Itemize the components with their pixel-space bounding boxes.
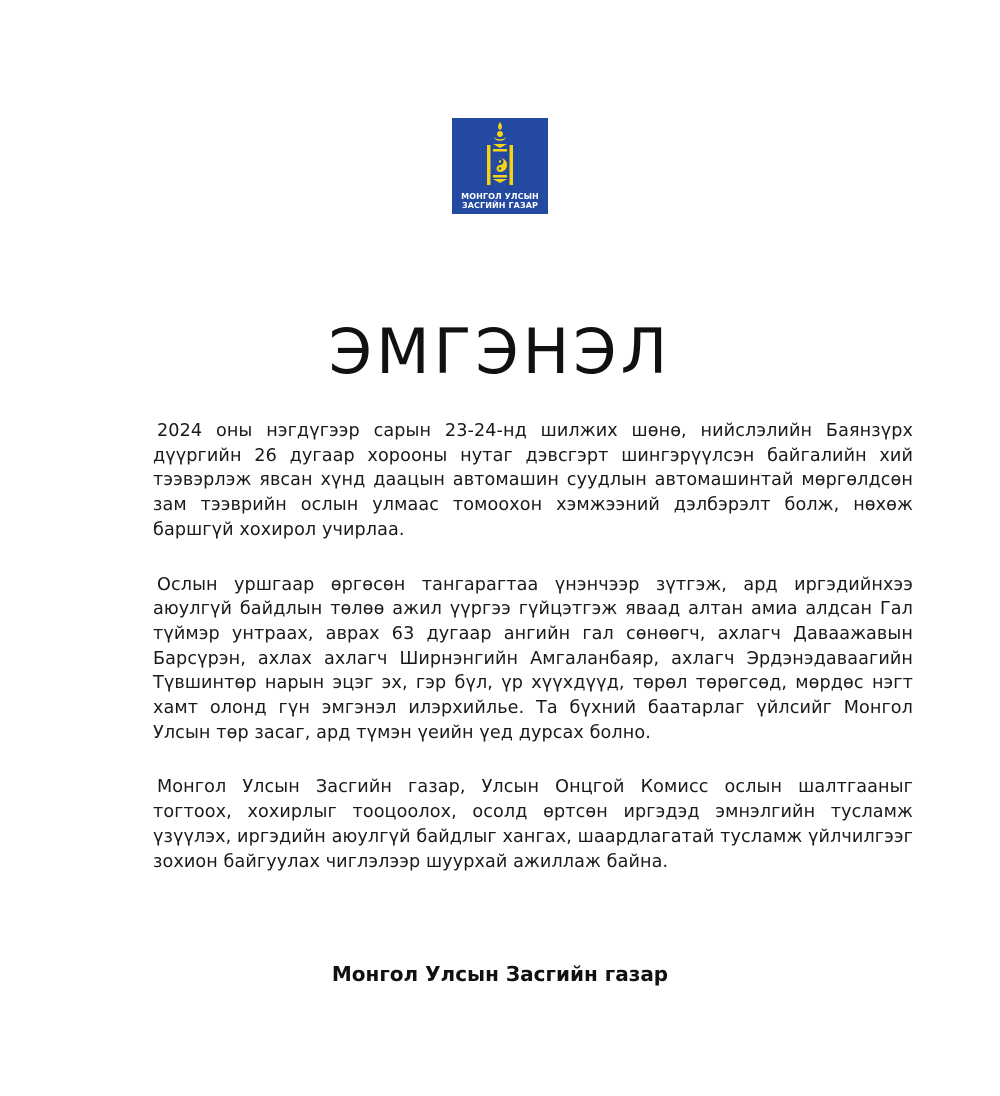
logo-line-1: МОНГОЛ УЛСЫН	[461, 192, 539, 201]
page-title: ЭМГЭНЭЛ	[328, 315, 672, 388]
condolence-body	[153, 419, 913, 904]
paragraph-2: Ослын уршгаар өргөсөн тангарагтаа үнэнчээр зүтгэж, ард иргэдийнхээ аюулгүй байдлын төлөө ажил үүргээ гүйцэтгэж яваад алтан амиа алдсан Гал түймэр унтраах, аврах 63 дугаар ангийн гал сөнөөгч, ахлагч Даваажавын Барсүрэн, ахлах ахлагч Ширнэнгийн Амгаланбаяр, ахлагч Эрдэнэдаваагийн Түвшинтөр нарын эцэг эх, гэр бүл, үр хүүхдүүд, төрөл төрөгсөд, мөрдөс нэгт хамт олонд гүн эмгэнэл илэрхийлье. Та бүхний баатарлаг үйлсийг Монгол Улсын төр засаг, ард түмэн үеийн үед дурсах болно.	[153, 574, 913, 743]
government-logo	[452, 118, 548, 214]
paragraph-1: 2024 оны нэгдүгээр сарын 23-24-нд шилжих шөнө, нийслэлийн Баянзүрх дүүргийн 26 дугаар хорооны нутаг дэвсгэрт шингэрүүлсэн байгалийн хий тээвэрлэж явсан хүнд даацын автомашин суудлын автомашинтай мөргөлдсөн зам тээврийн ослын улмаас томоохон хэмжээний дэлбэрэлт болж, нөхөж баршгүй хохирол учирлаа.	[153, 421, 913, 540]
signature: Монгол Улсын Засгийн газар	[331, 962, 669, 986]
logo-line-2: ЗАСГИЙН ГАЗАР	[461, 201, 539, 210]
paragraph-3: Монгол Улсын Засгийн газар, Улсын Онцгой Комисс ослын шалтгааныг тогтоох, хохирлыг тооцоолох, осолд өртсөн иргэдэд эмнэлгийн тусламж үзүүлэх, иргэдийн аюулгүй байдлыг хангах, шаардлагатай тусламж үйлчилгээг зохион байгуулах чиглэлээр шуурхай ажиллаж байна.	[153, 777, 913, 872]
